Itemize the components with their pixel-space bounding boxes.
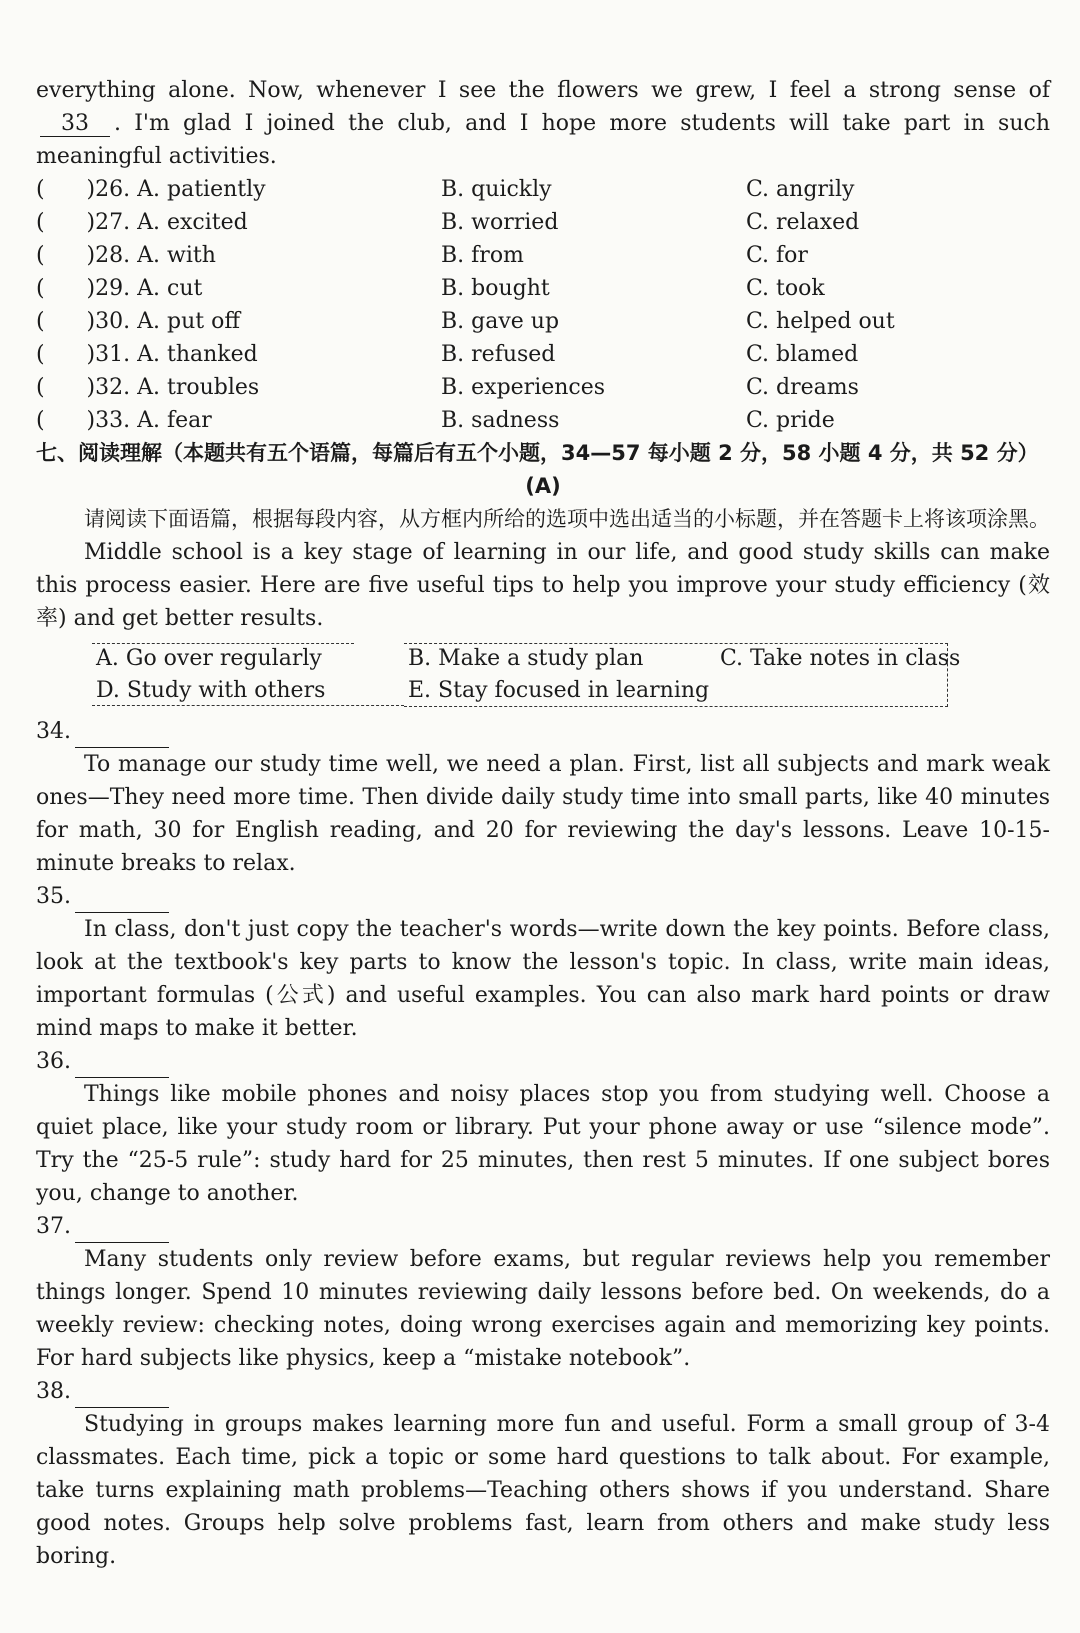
item-text: Studying in groups makes learning more fun and useful. Form a small group of 3-4 classmates. Each time, pick a topic or some hard questions to talk about. For example, take turns explaining math problems—Teaching others shows if you understand. Share good notes. Groups help solve problems fast, learn from others and make study less boring. [36,1412,1050,1569]
item-text: To manage our study time well, we need a plan. First, list all subjects and mark weak ones—They need more time. Then divide daily study time into small parts, like 40 minutes for math, 30 for English reading, and 20 for reviewing the day's lessons. Leave 10-15-minute breaks to relax. [36,752,1050,876]
answer-blank [75,892,169,913]
option-a: A. fear [137,408,212,433]
passage-line-2: I'm glad I joined the club, and I hope more students will take part in such meaningful activities. [36,111,1050,169]
passage-line-1: everything alone. Now, whenever I see the flowers we grew, I feel a strong sense of [36,78,1050,103]
question-row [36,338,1050,371]
options-box [36,641,1050,709]
cloze-question-list [36,173,1050,437]
option-c: C. took [746,276,825,301]
option-c: C. for [746,243,808,268]
question-row [36,173,1050,206]
item-text: Things like mobile phones and noisy places stop you from studying well. Choose a quiet place, like your study room or library. Put your phone away or use “silence mode”. Try the “25-5 rule”: study hard for 25 minutes, then rest 5 minutes. If one subject bores you, change to another. [36,1082,1050,1206]
option-c: C. angrily [746,177,855,202]
instruction: 请阅读下面语篇，根据每段内容，从方框内所给的选项中选出适当的小标题，并在答题卡上将该项涂黑。 [84,507,1050,531]
option-b: B. experiences [441,375,606,400]
question-number: ( )28. [36,243,131,268]
option-d: D. Study with others [96,678,326,703]
answer-blank [75,727,169,748]
question-row [36,305,1050,338]
exam-page [36,74,1050,1573]
item-37 [36,1210,1050,1375]
option-c: C. pride [746,408,835,433]
option-b: B. bought [441,276,550,301]
section-title: 七、阅读理解（本题共有五个语篇，每篇后有五个小题，34—57 每小题 2 分，58 小题 4 分，共 52 分） [36,441,1039,465]
question-row [36,206,1050,239]
item-list [36,715,1050,1573]
option-b: B. worried [441,210,559,235]
option-a: A. patiently [137,177,266,202]
option-a: A. with [137,243,216,268]
option-c: C. Take notes in class [720,646,961,671]
option-a: A. Go over regularly [96,646,322,671]
question-number: ( )27. [36,210,131,235]
question-number: ( )29. [36,276,131,301]
option-b: B. refused [441,342,556,367]
option-b: B. quickly [441,177,552,202]
option-e: E. Stay focused in learning [408,678,710,703]
item-number: 38. [36,1379,71,1404]
question-number: ( )26. [36,177,131,202]
item-number: 37. [36,1214,71,1239]
item-number: 34. [36,719,71,744]
item-36 [36,1045,1050,1210]
option-b: B. Make a study plan [408,646,644,671]
option-c: C. relaxed [746,210,860,235]
question-number: ( )31. [36,342,131,367]
option-a: A. put off [137,309,240,334]
item-number: 36. [36,1049,71,1074]
option-a: A. thanked [137,342,258,367]
option-b: B. from [441,243,524,268]
option-c: C. blamed [746,342,859,367]
option-c: C. helped out [746,309,895,334]
item-text: Many students only review before exams, but regular reviews help you remember things longer. Spend 10 minutes reviewing daily lessons before bed. On weekends, do a weekly review: checking notes, doing wrong exercises again and memorizing key points. For hard subjects like physics, keep a “mistake notebook”. [36,1247,1050,1371]
passage-ending [36,74,1050,173]
answer-blank [75,1057,169,1078]
passage-label: (A) [525,474,561,498]
option-a: A. excited [137,210,248,235]
item-number: 35. [36,884,71,909]
item-35 [36,880,1050,1045]
question-row [36,272,1050,305]
passage-intro: Middle school is a key stage of learning in our life, and good study skills can make this process easier. Here are five useful tips to help you improve your study efficiency (效率) and get better results. [36,540,1050,631]
option-a: A. troubles [137,375,260,400]
answer-blank [75,1387,169,1408]
answer-blank [75,1222,169,1243]
option-c: C. dreams [746,375,859,400]
question-row [36,371,1050,404]
question-number: ( )32. [36,375,131,400]
passage-line-1-end: . [114,111,121,136]
blank-33: 33 [40,112,110,137]
item-34 [36,715,1050,880]
item-38 [36,1375,1050,1573]
question-row [36,239,1050,272]
option-b: B. gave up [441,309,560,334]
item-text: In class, don't just copy the teacher's words—write down the key points. Before class, look at the textbook's key parts to know the lesson's topic. In class, write main ideas, important formulas (公式) and useful examples. You can also mark hard points or draw mind maps to make it better. [36,917,1050,1041]
question-number: ( )30. [36,309,131,334]
option-b: B. sadness [441,408,560,433]
question-row [36,404,1050,437]
question-number: ( )33. [36,408,131,433]
option-a: A. cut [137,276,203,301]
